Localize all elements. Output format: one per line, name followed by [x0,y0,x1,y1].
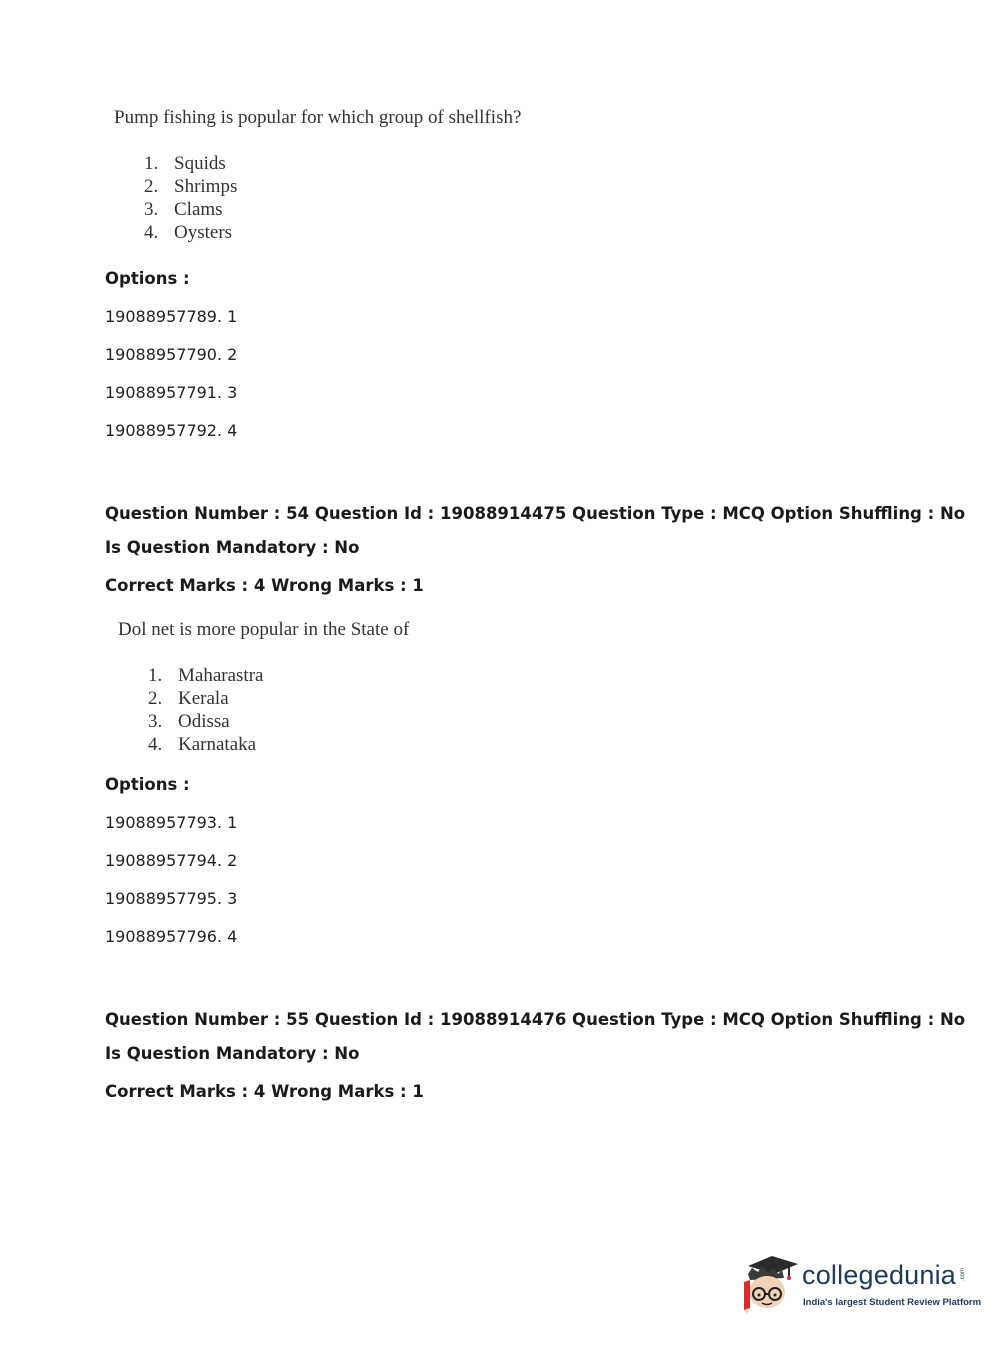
logo-wordmark: collegedunia [802,1260,957,1290]
question-54-marks: Correct Marks : 4 Wrong Marks : 1 [105,576,424,595]
question-54-choice-2: 2. Kerala [148,688,229,709]
question-54-choice-1: 1. Maharastra [148,665,264,686]
question-55-marks: Correct Marks : 4 Wrong Marks : 1 [105,1082,424,1101]
question-53-option-2: 19088957790. 2 [105,345,238,364]
question-53-choice-1: 1. Squids [144,153,226,174]
question-53-choice-3: 3. Clams [144,199,223,220]
question-55-header: Question Number : 55 Question Id : 19088914476 Question Type : MCQ Option Shuffling : No [105,1010,966,1029]
question-54-option-1: 19088957793. 1 [105,813,238,832]
question-54-choice-3: 3. Odissa [148,711,230,732]
question-53-choice-2: 2. Shrimps [144,176,238,197]
question-53-text: Pump fishing is popular for which group of shellfish? [114,107,522,128]
question-53-option-1: 19088957789. 1 [105,307,238,326]
question-54-option-4: 19088957796. 4 [105,927,238,946]
question-55-mandatory: Is Question Mandatory : No [105,1044,360,1063]
question-54-option-3: 19088957795. 3 [105,889,238,908]
question-53-option-3: 19088957791. 3 [105,383,238,402]
question-54-mandatory: Is Question Mandatory : No [105,538,360,557]
question-53-option-4: 19088957792. 4 [105,421,238,440]
collegedunia-logo [742,1248,982,1318]
question-54-header: Question Number : 54 Question Id : 19088914475 Question Type : MCQ Option Shuffling : No [105,504,966,523]
logo-tagline: India's largest Student Review Platform [803,1297,982,1308]
question-54-text: Dol net is more popular in the State of [118,619,410,640]
question-54-option-2: 19088957794. 2 [105,851,238,870]
question-53-choice-4: 4. Oysters [144,222,233,243]
mascot-icon [742,1252,800,1314]
question-54-options-label: Options : [105,775,190,794]
question-53-options-label: Options : [105,269,190,288]
question-54-choice-4: 4. Karnataka [148,734,257,755]
logo-com: .com [960,1268,966,1282]
